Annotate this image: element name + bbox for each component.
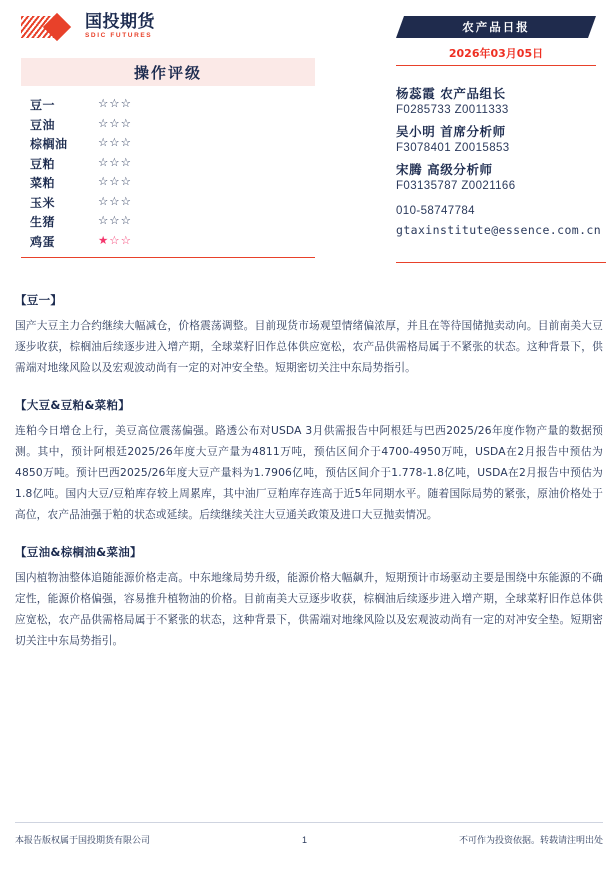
company-logo xyxy=(21,12,155,42)
rating-commodity-name: 豆粕 xyxy=(30,156,56,171)
table-row xyxy=(30,193,300,213)
rating-stars: ☆☆☆ xyxy=(98,156,132,169)
logo-mark-icon xyxy=(21,12,79,42)
report-date: 2026年03月05日 xyxy=(448,47,544,60)
footer-page-number: 1 xyxy=(301,834,307,845)
table-row xyxy=(30,134,300,154)
report-type-title: 农产品日报 xyxy=(462,20,530,34)
analyst-license: F3078401 Z0015853 xyxy=(396,142,510,154)
rating-commodity-name: 生猪 xyxy=(30,215,56,230)
section-soybean-meal xyxy=(15,397,603,525)
table-row xyxy=(30,212,300,232)
divider-date xyxy=(396,65,596,66)
table-row xyxy=(30,95,300,115)
contact-email[interactable]: gtaxinstitute@essence.com.cn xyxy=(396,223,602,237)
logo-text xyxy=(85,14,155,40)
section-body: 连粕今日增仓上行，美豆高位震荡偏强。路透公布对USDA 3月供需报告中阿根廷与巴西2025/26年度作物产量的数据预测。其中，预计阿根廷2025/26年度大豆产量为4811万吨，预估区间介于4700-4950万吨，USDA在2月报告中预估为4850万吨。预计巴西2025/26年度大豆产量料为1.7906亿吨，预估区间介于1.778-1.8亿吨，USDA在2月报告中预估为1.8亿吨。国内大豆/豆粕库存较上周累库，其中油厂豆粕库存连高于近5年同期水平。随着国际局势的紧张，原油价格处于高位，农产品油强于粕的状态或延续。后续继续关注大豆通关政策及进口大豆抛卖情况。 xyxy=(15,424,603,521)
rating-stars: ☆☆☆ xyxy=(98,117,132,130)
table-row xyxy=(30,115,300,135)
rating-commodity-name: 豆油 xyxy=(30,117,56,132)
section-title: 【豆一】 xyxy=(15,293,63,307)
section-soybean-no1 xyxy=(15,292,603,378)
section-body: 国产大豆主力合约继续大幅减仓，价格震荡调整。目前现货市场观望情绪偏浓厚，并且在等待国储抛卖动向。目前南美大豆逐步收获，棕榈油后续逐步进入增产期，全球菜籽旧作总体供应宽松，农产品供需格局属于不紧张的状态。这种背景下，供需端对地缘风险以及宏观波动尚有一定的对冲安全垫。短期密切关注中东局势指引。 xyxy=(15,319,603,374)
rating-stars: ★☆☆ xyxy=(98,234,132,247)
section-title: 【豆油&棕榈油&菜油】 xyxy=(15,545,142,559)
footer-disclaimer: 不可作为投资依据。转载请注明出处 xyxy=(458,836,603,846)
rating-stars: ☆☆☆ xyxy=(98,176,132,188)
rating-commodity-name: 棕榈油 xyxy=(30,137,68,152)
logo-company-name-cn: 国投期货 xyxy=(85,12,155,33)
footer-divider xyxy=(15,822,603,823)
section-title: 【大豆&豆粕&菜粕】 xyxy=(15,398,131,412)
report-title-block xyxy=(396,16,596,66)
rating-stars: ☆☆☆ xyxy=(98,215,132,227)
section-vegetable-oils xyxy=(15,544,603,651)
operation-rating-title: 操作评级 xyxy=(133,63,202,82)
divider-left xyxy=(21,257,315,258)
report-header xyxy=(0,0,615,268)
contact-phone: 010-58747784 xyxy=(396,205,475,217)
footer-copyright: 本报告版权属于国投期货有限公司 xyxy=(15,836,151,846)
rating-commodity-name: 菜粕 xyxy=(30,176,56,191)
analyst-name: 杨蕊霞 农产品组长 xyxy=(396,86,506,101)
divider-right xyxy=(396,262,606,263)
rating-stars: ☆☆☆ xyxy=(98,195,132,208)
rating-stars: ☆☆☆ xyxy=(98,98,132,110)
analyst-name: 吴小明 首席分析师 xyxy=(396,124,506,139)
rating-stars: ☆☆☆ xyxy=(98,137,132,149)
report-type-banner xyxy=(396,16,596,38)
table-row xyxy=(30,154,300,174)
table-row xyxy=(30,173,300,193)
table-row xyxy=(30,232,300,252)
rating-commodity-name: 鸡蛋 xyxy=(30,234,56,249)
report-content xyxy=(15,292,603,670)
page-footer xyxy=(15,833,603,846)
section-body: 国内植物油整体追随能源价格走高。中东地缘局势升级，能源价格大幅飙升，短期预计市场驱动主要是围绕中东能源的不确定性，能源价格偏强，容易推升植物油的价格。目前南美大豆逐步收获，棕榈油后续逐步进入增产期，全球菜籽旧作总体供应宽松，农产品供需格局属于不紧张的状态，这种背景下，供需端对地缘风险以及宏观波动尚有一定的对冲安全垫。短期密切关注中东局势指引。 xyxy=(15,571,603,647)
analyst-name: 宋腾 高级分析师 xyxy=(396,162,493,177)
analyst-license: F0285733 Z0011333 xyxy=(396,104,509,116)
logo-company-name-en: SDIC FUTURES xyxy=(85,32,153,40)
analyst-contacts xyxy=(396,84,606,237)
rating-commodity-name: 玉米 xyxy=(30,195,56,210)
operation-rating-banner xyxy=(21,58,315,86)
rating-commodity-name: 豆一 xyxy=(30,98,56,113)
analyst-license: F03135787 Z0021166 xyxy=(396,180,516,192)
rating-list xyxy=(30,95,300,251)
